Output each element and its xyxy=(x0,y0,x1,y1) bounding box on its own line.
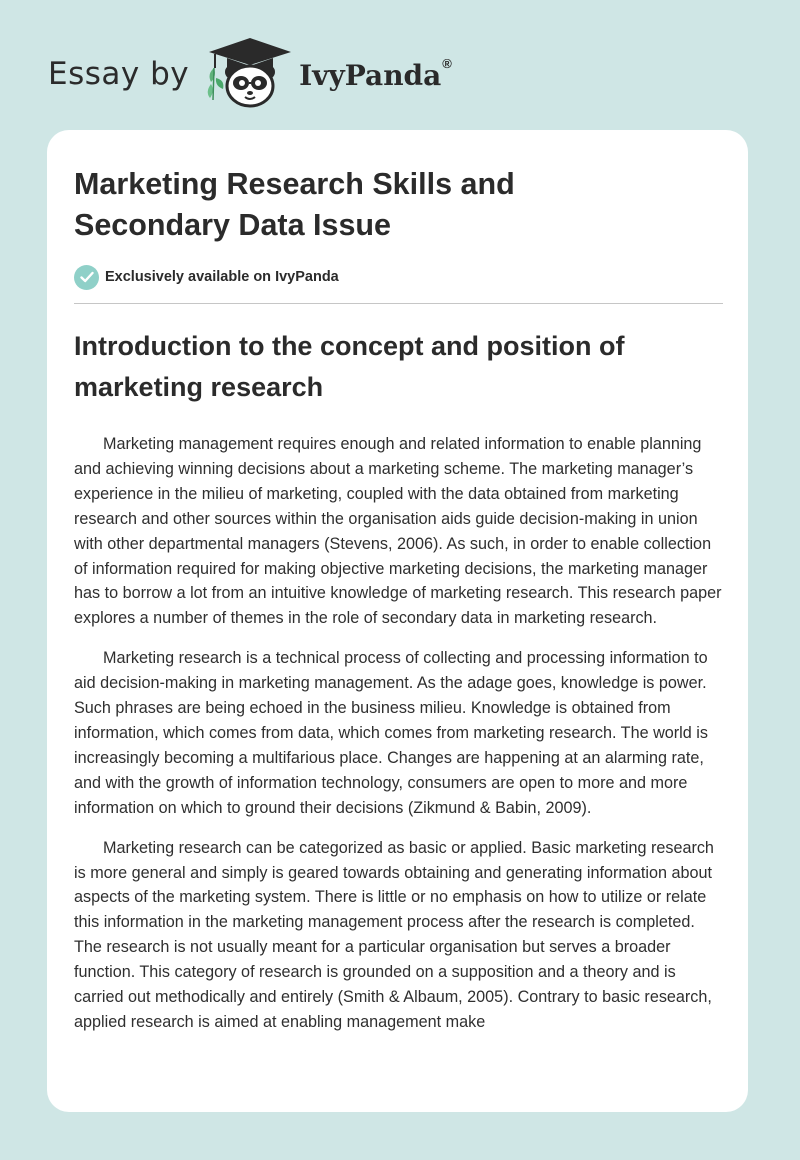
registered-mark: ® xyxy=(442,56,452,72)
brand-text: IvyPanda xyxy=(299,58,442,92)
panda-logo-icon[interactable] xyxy=(205,34,295,110)
section-heading: Introduction to the concept and position of marketing research xyxy=(74,331,625,402)
essay-title: Marketing Research Skills and Secondary Data Issue xyxy=(74,167,515,242)
paragraph-1: Marketing management requires enough and related information to enable planning and achieving winning decisions about a marketing scheme. The marketing manager’s experience in the milieu of marketing, coupled with the data obtained from marketing research and other sources within the organisation aids guide decision-making in union with other departmental managers (Stevens, 2006). As such, in order to enable collection of information required for making objective marketing decisions, the marketing manager has to borrow a lot from an intuitive knowledge of marketing research. This research paper explores a number of themes in the role of secondary data in marketing research. xyxy=(74,435,722,628)
exclusive-badge-text: Exclusively available on IvyPanda xyxy=(105,269,339,285)
exclusive-badge xyxy=(74,264,722,290)
brand-name[interactable] xyxy=(299,56,452,92)
paragraph-2: Marketing research is a technical process of collecting and processing information to aid decision-making in marketing management. As the adage goes, knowledge is power. Such phrases are being echoed in the business milieu. Knowledge is obtained from information, which comes from data, which comes from marketing research. The world is increasingly becoming a multifarious place. Changes are happening at an alarming rate, and with the growth of information technology, consumers are open to more and more information on which to ground their decisions (Zikmund & Babin, 2009). xyxy=(74,649,708,817)
essay-content xyxy=(74,164,722,1035)
title-divider xyxy=(74,303,723,304)
site-header xyxy=(48,34,452,110)
check-icon xyxy=(74,265,99,290)
paragraph-3: Marketing research can be categorized as basic or applied. Basic marketing research is more general and simply is geared towards obtaining and generating information about aspects of the marketing system. There is little or no emphasis on how to utilize or relate this information in the marketing management process after the research is completed. The research is not usually meant for a particular organisation but serves a broader function. This category of research is grounded on a supposition and a theory and is carried out methodically and entirely (Smith & Albaum, 2005). Contrary to basic research, applied research is aimed at enabling management make xyxy=(74,838,714,1031)
essay-card xyxy=(47,130,748,1112)
essay-by-label: Essay by xyxy=(48,56,190,92)
